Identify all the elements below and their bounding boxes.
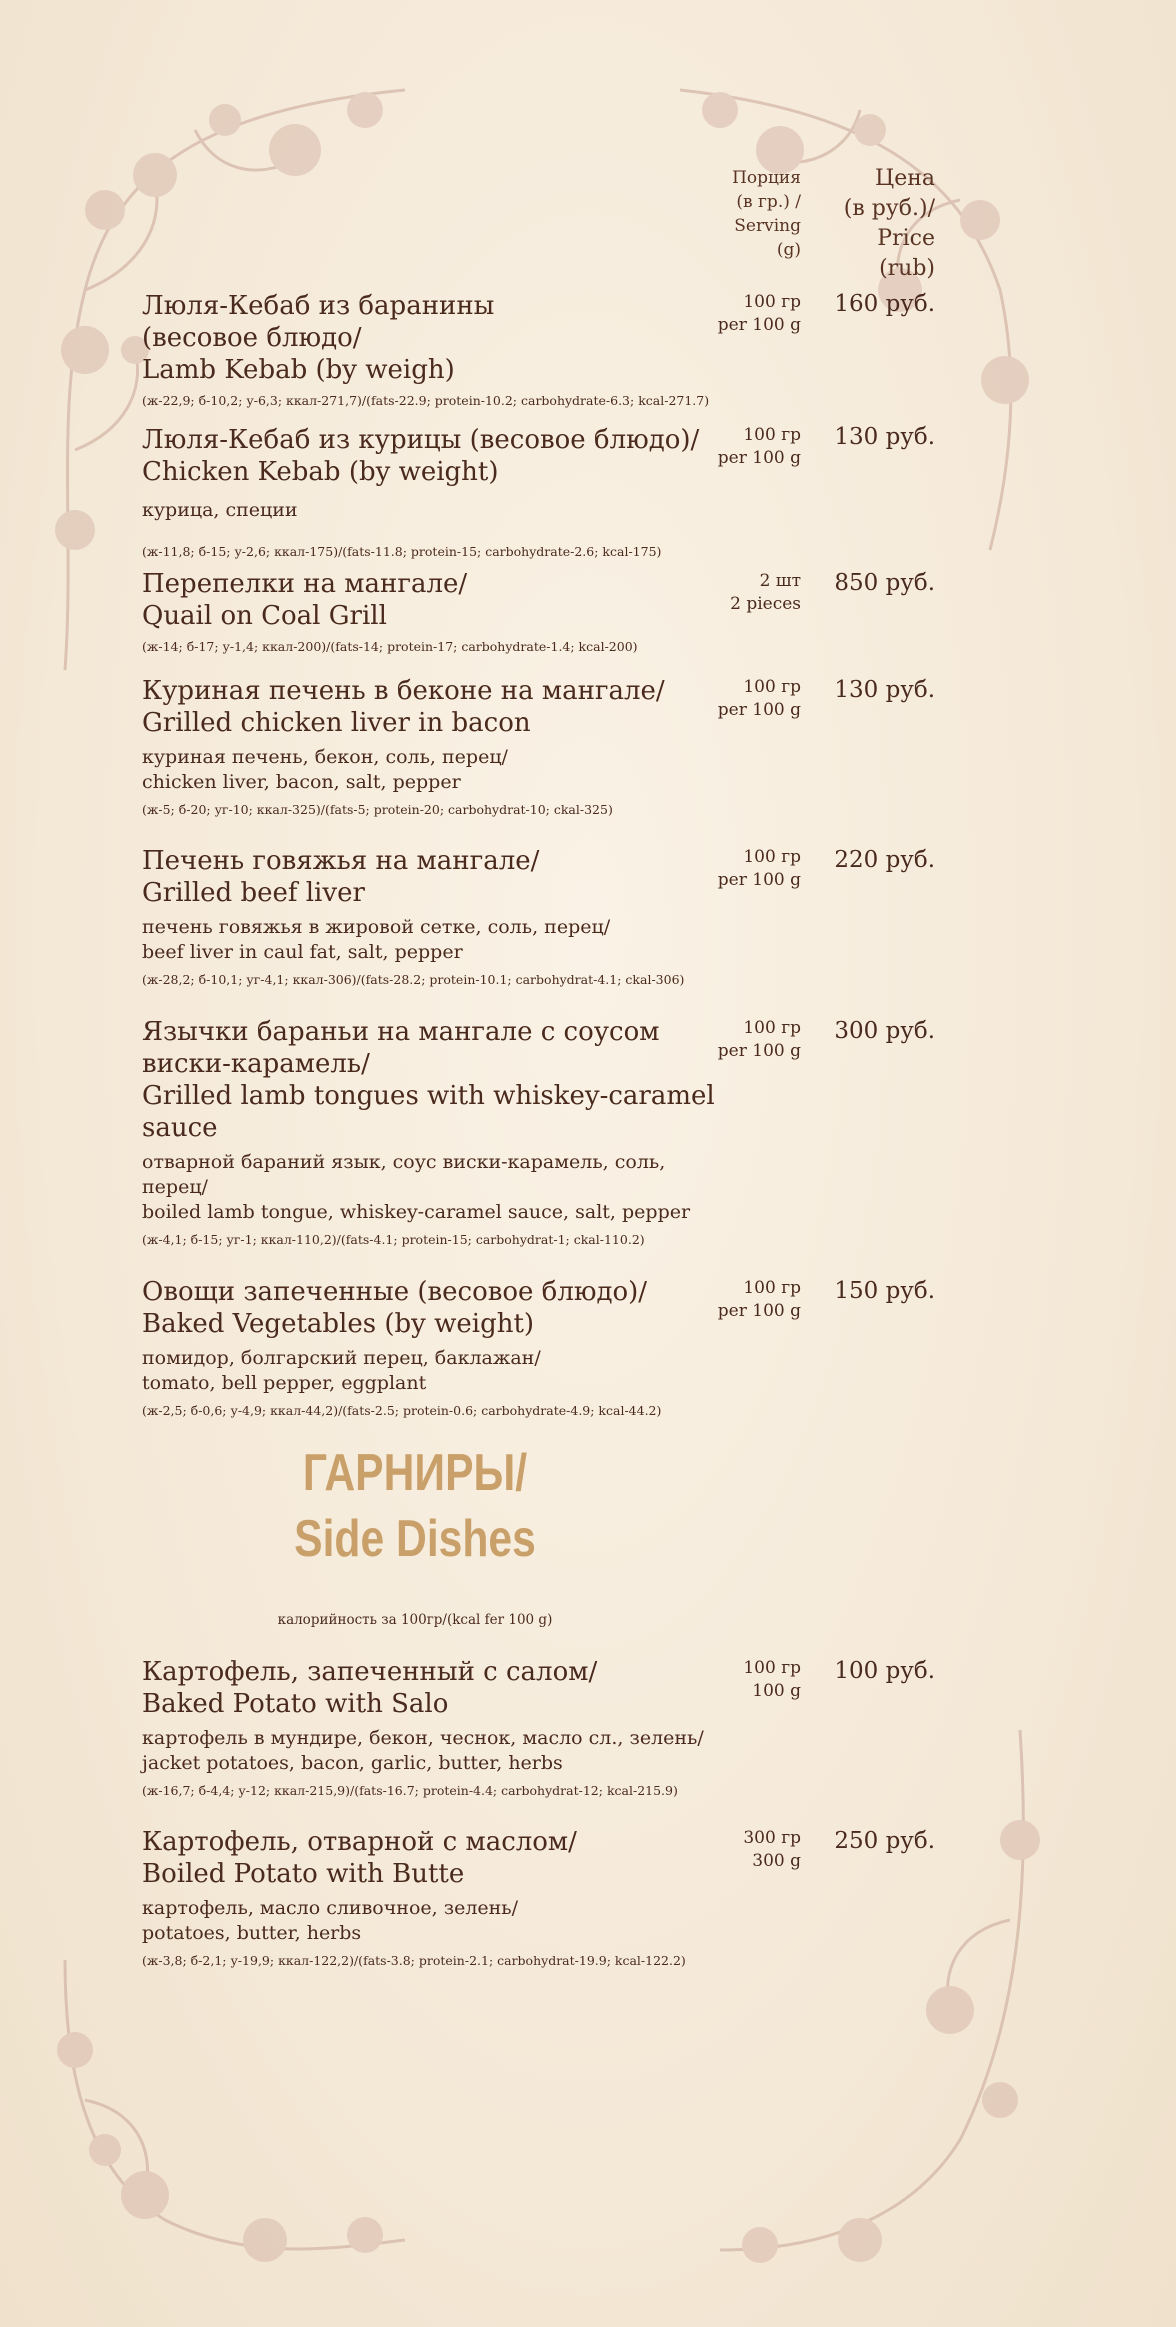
item-description <box>142 498 722 523</box>
floral-ornament-bottom-right-icon <box>700 1720 1060 2280</box>
item-name-line: Grilled chicken liver in bacon <box>142 708 531 738</box>
item-nutrition: (ж-5; б-20; уг-10; ккал-325)/(fats-5; protein-20; carbohydrat-10; ckal-325) <box>142 802 613 817</box>
menu-item-boiled-potato <box>142 1826 722 1970</box>
item-description-line: помидор, болгарский перец, баклажан/ <box>142 1347 541 1369</box>
portion-header-line: Serving <box>734 216 801 236</box>
portion-line: per 100 g <box>717 1301 801 1321</box>
item-name-line: Картофель, отварной с маслом/ <box>142 1827 577 1857</box>
item-description-line: курица, специи <box>142 499 298 521</box>
floral-ornament-bottom-left-icon <box>45 1950 425 2280</box>
item-nutrition: (ж-3,8; б-2,1; у-19,9; ккал-122,2)/(fats-3.8; protein-2.1; carbohydrat-19.9; kcal-122.2) <box>142 1953 686 1968</box>
price-header-line: (в руб.)/ <box>843 196 935 221</box>
portion-line: 100 гр <box>743 1658 801 1678</box>
item-name <box>142 845 722 909</box>
section-title <box>239 1440 592 1572</box>
portion-header-line: Порция <box>732 168 801 188</box>
item-price: 220 руб. <box>834 847 935 873</box>
item-description-line: chicken liver, bacon, salt, pepper <box>142 771 461 793</box>
item-name-line: Люля-Кебаб из баранины <box>142 291 495 321</box>
portion-line: per 100 g <box>717 448 801 468</box>
item-name-line: Grilled beef liver <box>142 878 365 908</box>
item-portion <box>640 1657 801 1703</box>
item-name-line: Quail on Coal Grill <box>142 601 387 631</box>
item-portion <box>640 676 801 722</box>
item-nutrition: (ж-16,7; б-4,4; у-12; ккал-215,9)/(fats-16.7; protein-4.4; carbohydrat-12; kcal-215.9) <box>142 1783 678 1798</box>
item-portion <box>640 1827 801 1873</box>
item-description-line: potatoes, butter, herbs <box>142 1922 362 1944</box>
portion-line: per 100 g <box>717 870 801 890</box>
item-description-line: перец/ <box>142 1176 208 1198</box>
portion-line: 100 гр <box>743 292 801 312</box>
menu-item-quail <box>142 568 722 656</box>
item-price: 130 руб. <box>834 677 935 703</box>
item-portion <box>640 846 801 892</box>
item-description <box>142 1150 722 1225</box>
portion-line: 2 шт <box>759 571 801 591</box>
item-portion <box>640 1017 801 1063</box>
item-price: 150 руб. <box>834 1278 935 1304</box>
item-description-line: отварной бараний язык, соус виски-карамель, соль, <box>142 1151 666 1173</box>
section-title-line: ГАРНИРЫ/ <box>302 1444 528 1502</box>
item-name-line: Boiled Potato with Butte <box>142 1859 465 1889</box>
item-price: 300 руб. <box>834 1018 935 1044</box>
item-name-line: Grilled lamb tongues with whiskey-caramel <box>142 1081 715 1111</box>
item-name-line: Перепелки на мангале/ <box>142 569 468 599</box>
item-name <box>142 568 722 632</box>
item-description <box>142 1346 722 1396</box>
item-name-line: (весовое блюдо/ <box>142 323 362 353</box>
item-name <box>142 424 722 488</box>
price-header-line: Цена <box>875 166 935 191</box>
portion-column-header <box>640 166 801 262</box>
item-nutrition: (ж-22,9; б-10,2; у-6,3; ккал-271,7)/(fats-22.9; protein-10.2; carbohydrate-6.3; kcal-271.7) <box>142 393 710 408</box>
section-calorie-note: калорийность за 100гр/(kcal fer 100 g) <box>277 1612 553 1628</box>
item-description-line: jacket potatoes, bacon, garlic, butter, herbs <box>142 1752 563 1774</box>
item-price: 130 руб. <box>834 424 935 450</box>
item-description <box>142 745 722 795</box>
portion-line: 100 гр <box>743 1018 801 1038</box>
item-nutrition: (ж-2,5; б-0,6; у-4,9; ккал-44,2)/(fats-2.5; protein-0.6; carbohydrate-4.9; kcal-44.2) <box>142 1403 662 1418</box>
menu-item-lamb-tongues <box>142 1016 722 1249</box>
item-description <box>142 1726 722 1776</box>
price-header-line: Price <box>877 226 935 251</box>
portion-line: 100 гр <box>743 847 801 867</box>
menu-item-baked-vegetables <box>142 1276 722 1420</box>
item-name <box>142 290 722 386</box>
item-name <box>142 1276 722 1340</box>
item-name-line: Люля-Кебаб из курицы (весовое блюдо)/ <box>142 425 700 455</box>
item-description-line: картофель, масло сливочное, зелень/ <box>142 1897 519 1919</box>
item-name-line: Язычки бараньи на мангале с соусом <box>142 1017 660 1047</box>
portion-header-line: (в гр.) / <box>736 192 801 212</box>
item-price: 100 руб. <box>834 1658 935 1684</box>
item-price: 160 руб. <box>834 291 935 317</box>
portion-line: per 100 g <box>717 700 801 720</box>
item-name-line: Lamb Kebab (by weigh) <box>142 355 455 385</box>
item-portion <box>640 424 801 470</box>
section-title-line: Side Dishes <box>294 1510 536 1568</box>
item-name-line: Baked Vegetables (by weight) <box>142 1309 535 1339</box>
item-nutrition: (ж-4,1; б-15; уг-1; ккал-110,2)/(fats-4.1; protein-15; carbohydrat-1; ckal-110.2) <box>142 1232 645 1247</box>
item-nutrition: (ж-28,2; б-10,1; уг-4,1; ккал-306)/(fats-28.2; protein-10.1; carbohydrat-4.1; ckal-306) <box>142 972 685 987</box>
item-price: 850 руб. <box>834 570 935 596</box>
item-name <box>142 1656 722 1720</box>
portion-line: per 100 g <box>717 315 801 335</box>
price-header-line: (rub) <box>879 256 935 281</box>
menu-item-chicken-kebab <box>142 424 722 561</box>
item-description-line: beef liver in caul fat, salt, pepper <box>142 941 463 963</box>
item-portion <box>640 291 801 337</box>
portion-line: 300 g <box>752 1851 801 1871</box>
item-price: 250 руб. <box>834 1828 935 1854</box>
item-name-line: виски-карамель/ <box>142 1049 370 1079</box>
item-nutrition: (ж-11,8; б-15; у-2,6; ккал-175)/(fats-11.8; protein-15; carbohydrate-2.6; kcal-175) <box>142 544 662 559</box>
item-nutrition: (ж-14; б-17; у-1,4; ккал-200)/(fats-14; protein-17; carbohydrate-1.4; kcal-200) <box>142 639 638 654</box>
item-name <box>142 1016 722 1144</box>
item-description <box>142 1896 722 1946</box>
item-description-line: boiled lamb tongue, whiskey-caramel sauce, salt, pepper <box>142 1201 691 1223</box>
item-name <box>142 1826 722 1890</box>
portion-line: per 100 g <box>717 1041 801 1061</box>
item-description-line: печень говяжья в жировой сетке, соль, перец/ <box>142 916 611 938</box>
portion-line: 100 гр <box>743 1278 801 1298</box>
portion-header-line: (g) <box>776 240 801 260</box>
item-name-line: sauce <box>142 1113 218 1143</box>
item-name-line: Печень говяжья на мангале/ <box>142 846 540 876</box>
portion-line: 100 g <box>752 1681 801 1701</box>
item-name-line: Chicken Kebab (by weight) <box>142 457 499 487</box>
item-name-line: Куриная печень в беконе на мангале/ <box>142 676 665 706</box>
menu-item-baked-potato <box>142 1656 722 1800</box>
item-description-line: куриная печень, бекон, соль, перец/ <box>142 746 508 768</box>
item-name <box>142 675 722 739</box>
item-description <box>142 915 722 965</box>
price-column-header <box>800 164 935 284</box>
item-portion <box>640 1277 801 1323</box>
menu-item-beef-liver <box>142 845 722 989</box>
item-name-line: Baked Potato with Salo <box>142 1689 449 1719</box>
item-portion <box>640 570 801 616</box>
portion-line: 300 гр <box>743 1828 801 1848</box>
portion-line: 100 гр <box>743 677 801 697</box>
portion-line: 100 гр <box>743 425 801 445</box>
item-name-line: Овощи запеченные (весовое блюдо)/ <box>142 1277 648 1307</box>
menu-item-chicken-liver <box>142 675 722 819</box>
item-name-line: Картофель, запеченный с салом/ <box>142 1657 598 1687</box>
item-description-line: tomato, bell pepper, eggplant <box>142 1372 427 1394</box>
item-description-line: картофель в мундире, бекон, чеснок, масло сл., зелень/ <box>142 1727 704 1749</box>
menu-item-lamb-kebab <box>142 290 722 410</box>
portion-line: 2 pieces <box>730 594 801 614</box>
